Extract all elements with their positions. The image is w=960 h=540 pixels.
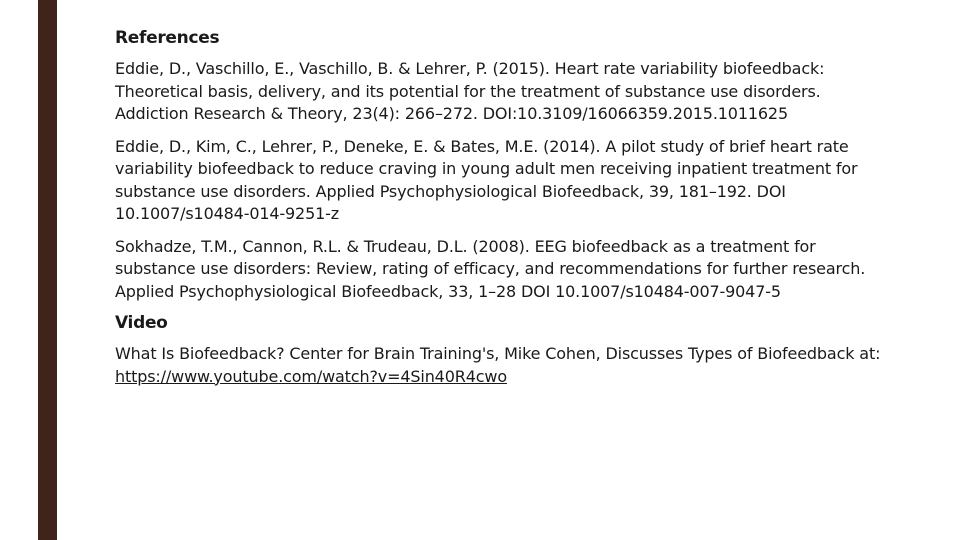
reference-line: Eddie, D., Vaschillo, E., Vaschillo, B. & Lehrer, P. (2015). Heart rate variability biofeedback: — [115, 59, 825, 78]
reference-line: Sokhadze, T.M., Cannon, R.L. & Trudeau, D.L. (2008). EEG biofeedback as a treatment for — [115, 236, 816, 256]
reference-item — [115, 136, 945, 226]
slide-content — [115, 28, 945, 398]
reference-line: substance use disorders. Applied Psychophysiological Biofeedback, 39, 181–192. DOI — [115, 181, 786, 201]
video-description: What Is Biofeedback? Center for Brain Training's, Mike Cohen, Discusses Types of Biofeedback at: — [115, 344, 881, 363]
reference-line: 10.1007/s10484-014-9251-z — [115, 204, 340, 223]
video-link[interactable]: https://www.youtube.com/watch?v=4Sin40R4cwo — [115, 366, 507, 386]
reference-line: Applied Psychophysiological Biofeedback, 33, 1–28 DOI 10.1007/s10484-007-9047-5 — [115, 281, 781, 301]
references-heading: References — [115, 28, 220, 48]
video-reference — [115, 343, 945, 388]
video-heading: Video — [115, 313, 168, 333]
reference-line: Theoretical basis, delivery, and its potential for the treatment of substance use disorders. — [115, 81, 821, 101]
reference-line: variability biofeedback to reduce craving in young adult men receiving inpatient treatment for — [115, 159, 858, 178]
reference-line: substance use disorders: Review, rating of efficacy, and recommendations for further research. — [115, 259, 866, 278]
reference-item — [115, 236, 945, 304]
reference-line: Eddie, D., Kim, C., Lehrer, P., Deneke, E. & Bates, M.E. (2014). A pilot study of brief heart rate — [115, 136, 849, 156]
reference-line: Addiction Research & Theory, 23(4): 266–272. DOI:10.3109/16066359.2015.1011625 — [115, 104, 788, 123]
reference-item — [115, 58, 945, 126]
left-accent-bar — [38, 0, 57, 540]
